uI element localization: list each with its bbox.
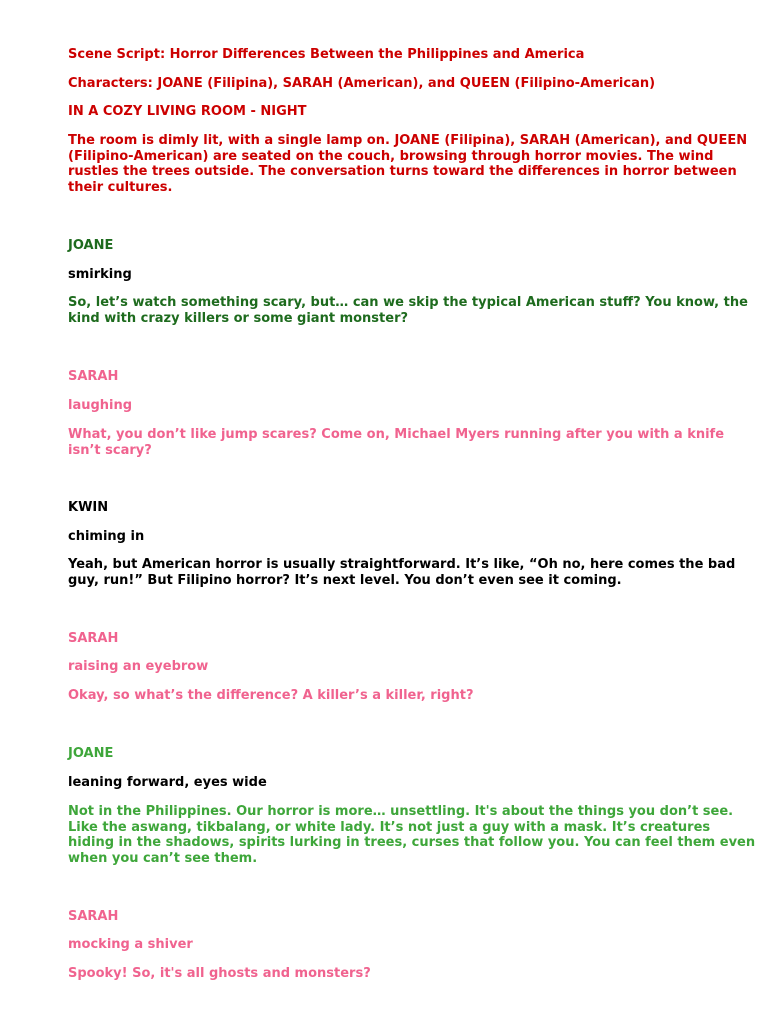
stage-direction: chiming in <box>68 529 145 544</box>
stage-direction: leaning forward, eyes wide <box>68 775 267 790</box>
dialogue-line: Okay, so what’s the difference? A killer’s a killer, right? <box>68 688 474 703</box>
speaker-name: JOANE <box>68 746 114 761</box>
characters-line: Characters: JOANE (Filipina), SARAH (American), and QUEEN (Filipino-American) <box>68 76 656 91</box>
dialogue-line: So, let’s watch something scary, but… can we skip the typical American stuff? You know, the kind with crazy killers or some giant monster? <box>68 295 748 326</box>
speaker-name: SARAH <box>68 909 119 924</box>
stage-direction: smirking <box>68 267 132 282</box>
speaker-name: KWIN <box>68 500 109 515</box>
scene-heading: IN A COZY LIVING ROOM - NIGHT <box>68 104 307 119</box>
dialogue-line: Not in the Philippines. Our horror is more… unsettling. It's about the things you don’t see. Like the aswang, tikbalang, or white lady. It’s not just a guy with a mask. It’s creatures hiding in the shadows, spirits lurking in trees, curses that follow you. You can feel them even when you can’t see them. <box>68 804 756 866</box>
stage-direction: mocking a shiver <box>68 937 193 952</box>
speaker-name: SARAH <box>68 369 119 384</box>
stage-direction: raising an eyebrow <box>68 659 209 674</box>
speaker-name: SARAH <box>68 631 119 646</box>
speaker-name: JOANE <box>68 238 114 253</box>
script-title: Scene Script: Horror Differences Between the Philippines and America <box>68 47 585 62</box>
scene-description: The room is dimly lit, with a single lamp on. JOANE (Filipina), SARAH (American), and QUEEN (Filipino-American) are seated on the couch, browsing through horror movies. The wind rustles the trees outside. The conversation turns toward the differences in horror between their cultures. <box>68 133 748 195</box>
stage-direction: laughing <box>68 398 133 413</box>
dialogue-line: Yeah, but American horror is usually straightforward. It’s like, “Oh no, here comes the bad guy, run!” But Filipino horror? It’s next level. You don’t even see it coming. <box>68 557 736 588</box>
dialogue-line: What, you don’t like jump scares? Come on, Michael Myers running after you with a knife isn’t scary? <box>68 427 725 458</box>
dialogue-line: Spooky! So, it's all ghosts and monsters? <box>68 966 371 981</box>
